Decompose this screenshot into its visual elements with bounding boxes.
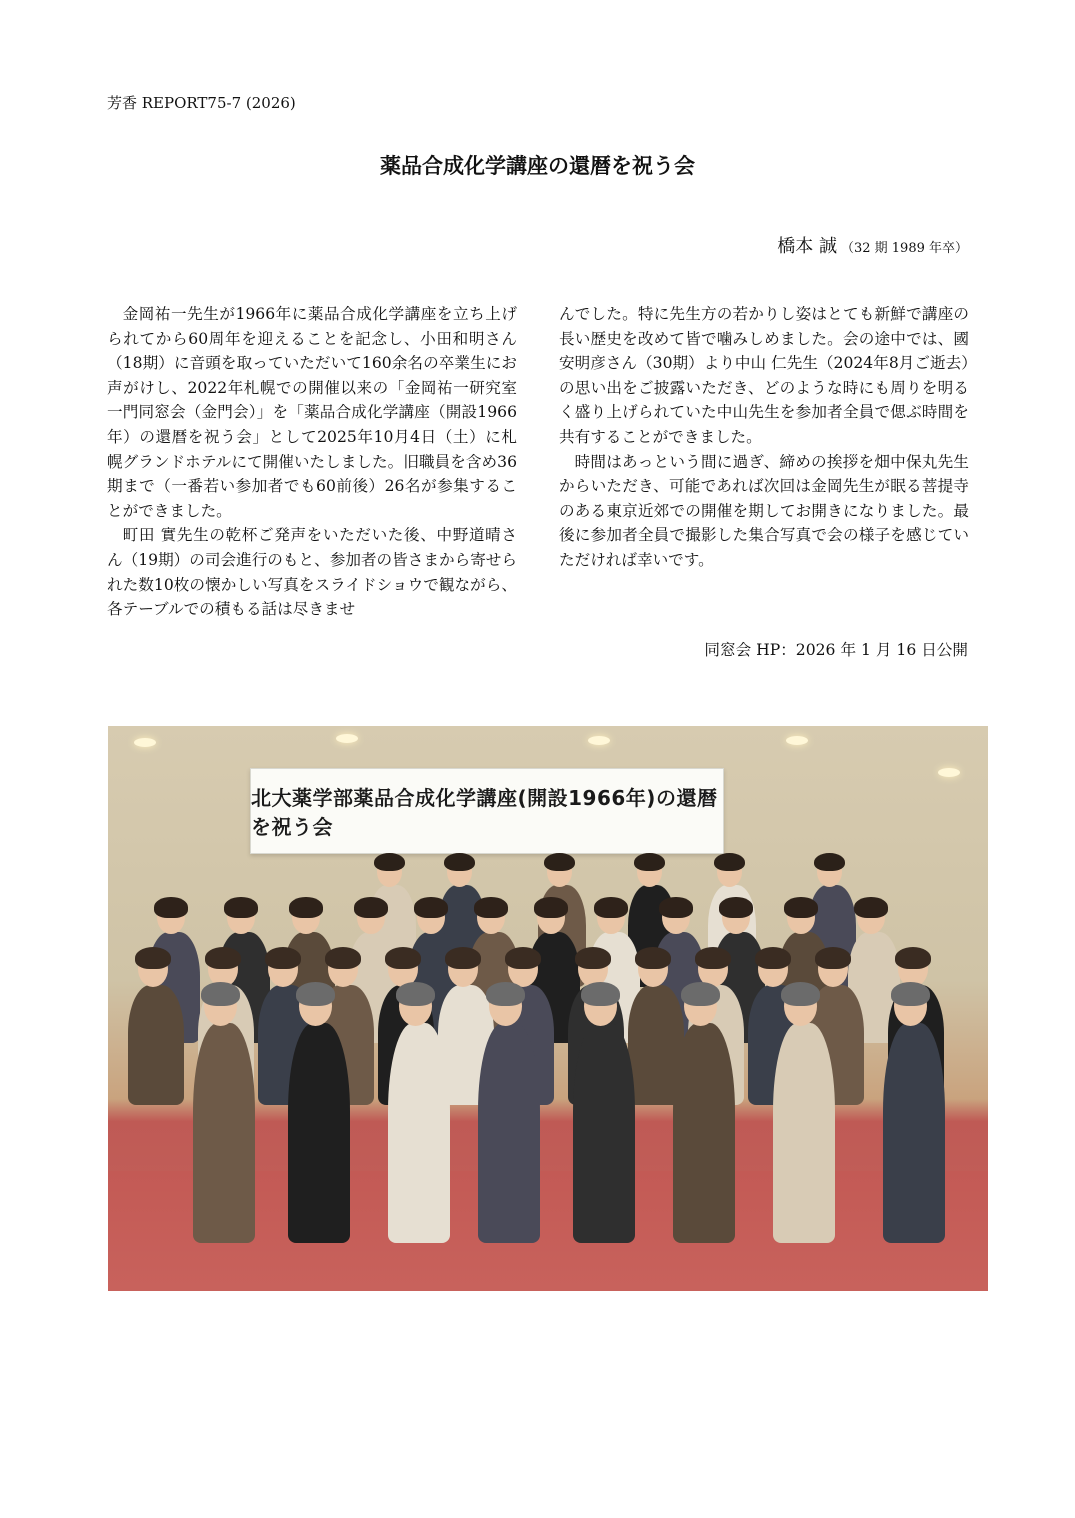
attendee-hair xyxy=(575,947,611,969)
author-line xyxy=(777,232,968,258)
attendee-hair xyxy=(289,897,322,917)
attendee-hair xyxy=(296,982,336,1006)
attendee-hair xyxy=(635,947,671,969)
attendee-hair xyxy=(891,982,931,1006)
attendee-hair xyxy=(719,897,752,917)
attendee-hair xyxy=(544,853,575,872)
paragraph: 金岡祐一先生が1966年に薬品合成化学講座を立ち上げられてから60周年を迎えることを記念し、小田和明さん（18期）に音頭を取っていただいて160余名の卒業生にお声がけし、2022年札幌での開催以来の「金岡祐一研究室一門同窓会（金門会）」を「薬品合成化学講座（開設1966年）の還暦を祝う会」として2025年10月4日（土）に札幌グランドホテルにて開催いたしました。旧職員を含め36期まで（一番若い参加者でも60前後）26名が参集することができました。 xyxy=(107,305,517,520)
attendee-hair xyxy=(695,947,731,969)
attendee-hair xyxy=(581,982,621,1006)
attendee-hair xyxy=(201,982,241,1006)
attendee-hair xyxy=(205,947,241,969)
attendee-hair xyxy=(154,897,187,917)
attendee-hair xyxy=(374,853,405,872)
paragraph: 時間はあっという間に過ぎ、締めの挨拶を畑中保丸先生からいただき、可能であれば次回は金岡先生が眠る菩提寺のある東京近郊での開催を期してお開きになりました。最後に参加者全員で撮影した集合写真で会の様子を感じていただければ幸いです。 xyxy=(559,452,969,569)
report-header: 芳香 REPORT75-7 (2026) xyxy=(107,94,296,112)
attendee-body xyxy=(288,1023,350,1243)
attendee-hair xyxy=(594,897,627,917)
attendee-hair xyxy=(814,853,845,872)
attendee-hair xyxy=(634,853,665,872)
attendee-hair xyxy=(414,897,447,917)
attendee-hair xyxy=(659,897,692,917)
attendee-hair xyxy=(265,947,301,969)
event-banner: 北大薬学部薬品合成化学講座(開設1966年)の還暦を祝う会 xyxy=(250,768,724,854)
article-title: 薬品合成化学講座の還暦を祝う会 xyxy=(380,154,695,178)
attendee-body xyxy=(478,1023,540,1243)
attendee-hair xyxy=(325,947,361,969)
attendee-hair xyxy=(396,982,436,1006)
author-cohort: （32 期 1989 年卒） xyxy=(840,241,968,256)
attendee-hair xyxy=(534,897,567,917)
ceiling-light xyxy=(588,736,610,745)
attendee-body xyxy=(573,1023,635,1243)
ceiling-light xyxy=(786,736,808,745)
attendee-body xyxy=(128,985,184,1105)
ceiling-light xyxy=(336,734,358,743)
attendee-hair xyxy=(385,947,421,969)
publish-date: 同窓会 HP：2026 年 1 月 16 日公開 xyxy=(704,641,968,659)
group-photo xyxy=(108,726,988,1291)
attendee-hair xyxy=(681,982,721,1006)
attendee-hair xyxy=(895,947,931,969)
attendee-hair xyxy=(444,853,475,872)
attendee-body xyxy=(883,1023,945,1243)
attendee-body xyxy=(388,1023,450,1243)
attendee-hair xyxy=(815,947,851,969)
attendee-hair xyxy=(854,897,887,917)
paragraph: んでした。特に先生方の若かりし姿はとても新鮮で講座の長い歴史を改めて皆で噛みしめました。会の途中では、國安明彦さん（30期）より中山 仁先生（2024年8月ご逝去）の思い出をご披露いただき、どのような時にも周りを明るく盛り上げられていた中山先生を参加者全員で偲ぶ時間を共有することができました。 xyxy=(559,305,969,446)
attendee-hair xyxy=(486,982,526,1006)
attendee-hair xyxy=(445,947,481,969)
attendee-hair xyxy=(714,853,745,872)
attendee-hair xyxy=(135,947,171,969)
attendee-hair xyxy=(224,897,257,917)
attendee-body xyxy=(773,1023,835,1243)
attendee-hair xyxy=(781,982,821,1006)
attendee-hair xyxy=(505,947,541,969)
paragraph: 町田 實先生の乾杯ご発声をいただいた後、中野道晴さん（19期）の司会進行のもと、参加者の皆さまから寄せられた数10枚の懐かしい写真をスライドショウで観ながら、各テーブルでの積もる話は尽きませ xyxy=(107,526,517,619)
attendee-hair xyxy=(354,897,387,917)
attendee-hair xyxy=(784,897,817,917)
attendee-body xyxy=(193,1023,255,1243)
ceiling-light xyxy=(134,738,156,747)
ceiling-light xyxy=(938,768,960,777)
attendee-hair xyxy=(755,947,791,969)
author-name: 橋本 誠 xyxy=(777,236,837,257)
attendee-hair xyxy=(474,897,507,917)
body-column-right xyxy=(559,302,969,573)
body-column-left xyxy=(107,302,517,622)
attendee-body xyxy=(673,1023,735,1243)
